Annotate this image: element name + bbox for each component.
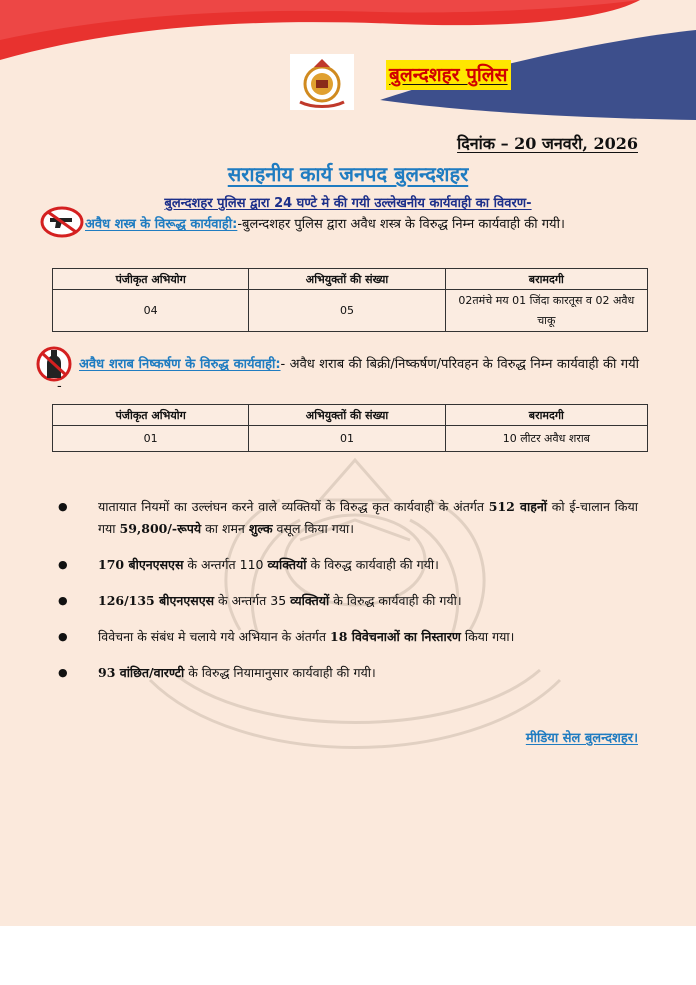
bullet-text: के अन्तर्गत 35 xyxy=(214,593,291,608)
bullet-bold: 59,800/-रूपये xyxy=(119,521,202,536)
section2-heading: अवैध शराब निष्कर्षण के विरुद्ध कार्यवाही: xyxy=(79,357,281,372)
cell-recovery: 02तमंचे मय 01 जिंदा कारतूस व 02 अवैध चाकू xyxy=(445,290,647,332)
bullet-bold: 18 विवेचनाओं का निस्तारण xyxy=(330,629,461,644)
col-accused-count: अभियुक्तों की संख्या xyxy=(249,269,445,290)
bullet-bold: व्यक्तियों xyxy=(290,593,330,608)
cell-recovery: 10 लीटर अवैध शराब xyxy=(445,426,647,452)
bullet-bold: 170 बीएनएसएस xyxy=(98,557,184,572)
illegal-arms-table xyxy=(52,268,648,332)
col-accused-count: अभियुक्तों की संख्या xyxy=(249,405,445,426)
table-row xyxy=(53,426,648,452)
cell-registered-cases: 04 xyxy=(53,290,249,332)
bullet-text: के विरुद्ध कार्यवाही की गयी। xyxy=(306,557,439,572)
sub-title: बुलन्दशहर पुलिस द्वारा 24 घण्टे मे की गयी उल्लेखनीय कार्यवाही का विवरण- xyxy=(164,196,532,211)
table-header-row xyxy=(53,405,648,426)
bullet-text: यातायात नियमों का उल्लंघन करने वाले व्यक्तियों के विरुद्ध कृत कार्यवाही के अंतर्गत xyxy=(98,499,489,514)
col-recovery: बरामदगी xyxy=(445,269,647,290)
col-registered-cases: पंजीकृत अभियोग xyxy=(53,405,249,426)
table-row xyxy=(53,290,648,332)
bullet-text: के विरुद्ध नियामानुसार कार्यवाही की गयी। xyxy=(184,665,376,680)
col-registered-cases: पंजीकृत अभियोग xyxy=(53,269,249,290)
section2-paragraph xyxy=(57,354,639,398)
list-item xyxy=(58,626,638,648)
bullet-bold: 512 वाहनों xyxy=(488,499,548,514)
list-item xyxy=(58,590,638,612)
illegal-liquor-table xyxy=(52,404,648,452)
list-item xyxy=(58,662,638,684)
section2-text: - अवैध शराब की बिक्री/निष्कर्षण/परिवहन के विरुद्ध निम्न कार्यवाही की गयी - xyxy=(57,357,640,394)
media-cell-signature: मीडिया सेल बुलन्दशहर। xyxy=(525,731,638,746)
section1-paragraph xyxy=(57,214,639,236)
section1-text: -बुलन्दशहर पुलिस द्वारा अवैध शस्त्र के विरुद्ध निम्न कार्यवाही की गयी। xyxy=(237,217,565,232)
bullet-text: के अन्तर्गत 110 xyxy=(183,557,268,572)
up-police-logo xyxy=(290,54,354,110)
cell-accused-count: 05 xyxy=(249,290,445,332)
bullet-text: का शमन xyxy=(201,521,249,536)
list-item xyxy=(58,554,638,576)
cell-accused-count: 01 xyxy=(249,426,445,452)
section1-heading: अवैध शस्त्र के विरूद्ध कार्यवाही: xyxy=(85,217,238,232)
date-line: दिनांक – 20 जनवरी, 2026 xyxy=(457,134,638,153)
bullet-bold: शुल्क xyxy=(248,521,273,536)
list-item xyxy=(58,496,638,540)
col-recovery: बरामदगी xyxy=(445,405,647,426)
bullet-bold: 93 वांछित/वारण्टी xyxy=(98,665,185,680)
main-title: सराहनीय कार्य जनपद बुलन्दशहर xyxy=(227,162,469,186)
bullet-bold: 126/135 बीएनएसएस xyxy=(98,593,215,608)
cell-registered-cases: 01 xyxy=(53,426,249,452)
bullet-text: विवेचना के संबंध मे चलाये गये अभियान के अंतर्गत xyxy=(98,629,330,644)
bullet-text: किया गया। xyxy=(460,629,515,644)
bullet-bold: व्यक्तियों xyxy=(267,557,307,572)
action-summary-list xyxy=(58,496,638,698)
bullet-text: को ई-चालान किया गया xyxy=(98,499,638,536)
brand-title: बुलन्दशहर पुलिस xyxy=(386,60,511,90)
table-header-row xyxy=(53,269,648,290)
bullet-text: वसूल किया गया। xyxy=(272,521,354,536)
bullet-text: के विरुद्ध कार्यवाही की गयी। xyxy=(329,593,462,608)
